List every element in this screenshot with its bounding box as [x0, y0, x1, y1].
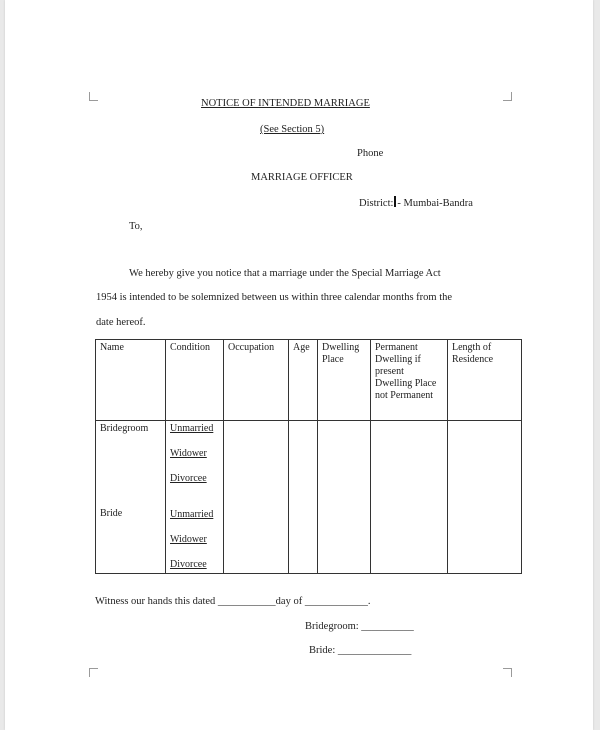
role-bride: Bride	[100, 508, 123, 519]
margin-mark-top-right	[503, 92, 512, 101]
table-row	[96, 421, 522, 574]
header-length-of-residence: Length of Residence	[448, 340, 522, 421]
dwelling-place-cell	[318, 421, 371, 574]
salutation: To,	[129, 221, 143, 232]
recipient-label: MARRIAGE OFFICER	[251, 172, 353, 183]
header-condition: Condition	[166, 340, 224, 421]
role-bridegroom: Bridegroom	[100, 423, 149, 434]
bride-signature: Bride: ______________	[309, 645, 412, 656]
bridegroom-signature: Bridegroom: __________	[305, 621, 414, 632]
header-name: Name	[96, 340, 166, 421]
district-value: - Mumbai-Bandra	[397, 198, 473, 209]
length-of-residence-cell	[448, 421, 522, 574]
body-line-3: date hereof.	[96, 317, 146, 328]
header-permanent-dwelling: Permanent Dwelling if present Dwelling Place not Permanent	[371, 340, 448, 421]
margin-mark-bottom-left	[89, 668, 98, 677]
district-line	[359, 196, 473, 209]
phone-label: Phone	[357, 148, 384, 159]
body-line-2: 1954 is intended to be solemnized between us within three calendar months from the	[96, 292, 453, 303]
header-age: Age	[289, 340, 318, 421]
details-table	[95, 339, 522, 574]
condition-cell	[166, 421, 224, 574]
name-cell	[96, 421, 166, 574]
bride-condition-widower: Widower	[170, 534, 207, 545]
margin-mark-bottom-right	[503, 668, 512, 677]
document-page	[5, 0, 593, 730]
header-dwelling-place: Dwelling Place	[318, 340, 371, 421]
district-label: District:	[359, 198, 394, 209]
witness-line: Witness our hands this dated ___________day of ____________.	[95, 596, 371, 607]
table-header-row	[96, 340, 522, 421]
age-cell	[289, 421, 318, 574]
permanent-dwelling-cell	[371, 421, 448, 574]
occupation-cell	[224, 421, 289, 574]
section-reference: (See Section 5)	[260, 124, 325, 135]
body-line-1: We hereby give you notice that a marriage under the Special Marriage Act	[129, 268, 441, 279]
bridegroom-condition-divorcee: Divorcee	[170, 473, 207, 484]
margin-mark-top-left	[89, 92, 98, 101]
bridegroom-condition-widower: Widower	[170, 448, 207, 459]
document-title: NOTICE OF INTENDED MARRIAGE	[201, 98, 370, 109]
header-occupation: Occupation	[224, 340, 289, 421]
bridegroom-condition-unmarried: Unmarried	[170, 423, 214, 434]
bride-condition-unmarried: Unmarried	[170, 509, 214, 520]
bride-condition-divorcee: Divorcee	[170, 559, 207, 570]
